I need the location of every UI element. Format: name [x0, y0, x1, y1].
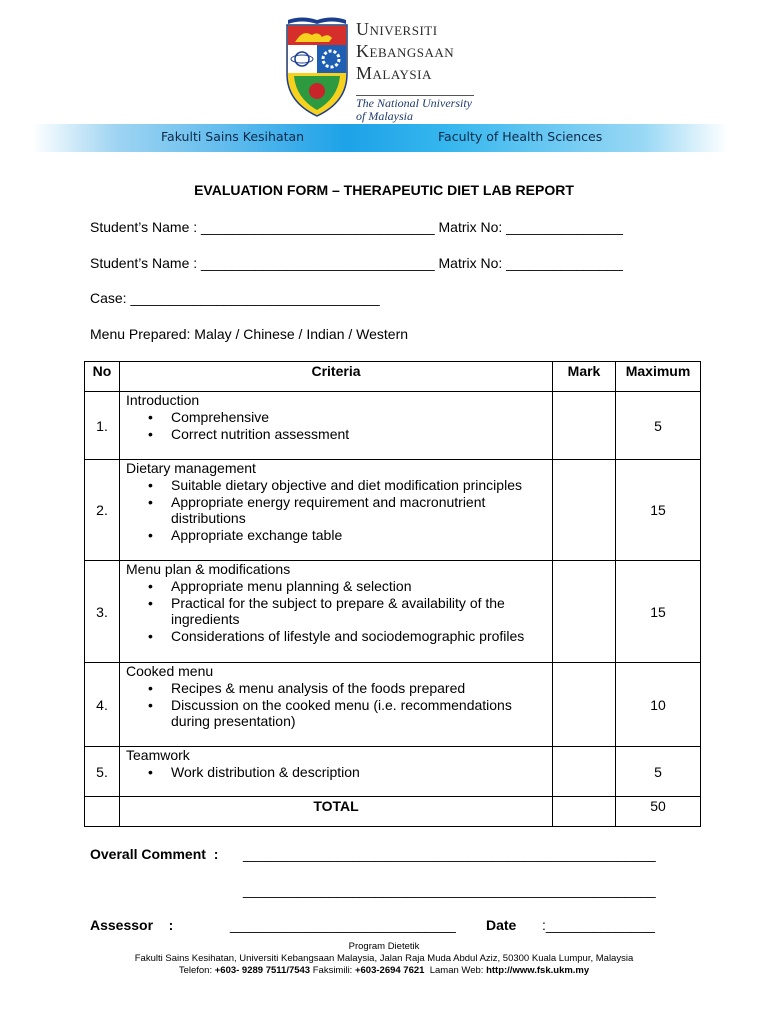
form-title: EVALUATION FORM – THERAPEUTIC DIET LAB REPORT — [194, 182, 574, 198]
criteria-bullet: • Work distribution & description — [171, 764, 548, 781]
university-logo — [284, 14, 484, 124]
maximum-cell: 15 — [616, 561, 701, 663]
row-number: 4. — [85, 663, 120, 747]
table-row — [85, 392, 701, 460]
table-row — [85, 663, 701, 747]
table-row — [85, 561, 701, 663]
footer-tel-value: +603- 9289 7511/7543 — [214, 965, 311, 976]
mark-cell[interactable] — [553, 663, 616, 747]
criteria-bullet: • Appropriate exchange table — [171, 527, 548, 544]
criteria-heading: Cooked menu — [126, 663, 214, 679]
criteria-bullet: • Considerations of lifestyle and sociodemographic profiles — [171, 628, 548, 645]
criteria-bullet: • Discussion on the cooked menu (i.e. recommendations during presentation) — [171, 697, 548, 730]
overall-comment-line-2[interactable]: _____________________________________________________ — [243, 882, 656, 898]
footer-fax-label: Faksimili: — [312, 965, 353, 976]
logo-line-kebangsaan: Kebangsaan — [356, 41, 455, 61]
row-number: 1. — [85, 392, 120, 460]
footer-program: Program Dietetik — [348, 941, 420, 952]
maximum-cell: 5 — [616, 392, 701, 460]
criteria-heading: Teamwork — [126, 747, 190, 763]
faculty-name-english: Faculty of Health Sciences — [438, 129, 603, 144]
criteria-cell — [120, 392, 553, 460]
assessor-label: Assessor : — [90, 917, 174, 933]
total-label: TOTAL — [120, 797, 553, 827]
criteria-bullet: • Correct nutrition assessment — [171, 426, 548, 443]
case-field: Case: ________________________________ — [90, 290, 380, 306]
logo-tagline-line1: The National University — [356, 96, 472, 110]
table-row — [85, 747, 701, 797]
footer-contact — [0, 965, 768, 977]
overall-comment-label: Overall Comment : — [90, 846, 219, 862]
logo-line-malaysia: Malaysia — [356, 63, 432, 83]
footer-web-label: Laman Web: — [429, 965, 484, 976]
logo-tagline — [356, 95, 474, 123]
header-no: No — [85, 362, 120, 392]
row-number: 5. — [85, 747, 120, 797]
maximum-cell: 15 — [616, 460, 701, 561]
mark-cell[interactable] — [553, 392, 616, 460]
assessor-line[interactable]: _____________________________ — [230, 917, 456, 933]
footer-web-link[interactable]: http://www.fsk.ukm.my — [486, 965, 590, 976]
criteria-cell — [120, 747, 553, 797]
footer-fax-value: +603-2694 7621 — [354, 965, 425, 976]
criteria-bullet: • Appropriate energy requirement and macronutrient distributions — [171, 494, 548, 527]
header-maximum: Maximum — [616, 362, 701, 392]
footer-tel-label: Telefon: — [178, 965, 213, 976]
table-header-row — [85, 362, 701, 392]
criteria-table — [84, 361, 701, 827]
footer-address: Fakulti Sains Kesihatan, Universiti Kebangsaan Malaysia, Jalan Raja Muda Abdul Aziz, 50300 Kuala Lumpur, Malaysia — [134, 953, 634, 964]
student-name-field-2: Student’s Name : ______________________________ Matrix No: _______________ — [90, 255, 623, 271]
criteria-heading: Menu plan & modifications — [126, 561, 291, 577]
date-label: Date — [486, 917, 517, 933]
logo-tagline-line2: of Malaysia — [356, 109, 413, 123]
mark-cell[interactable] — [553, 460, 616, 561]
total-mark-cell[interactable] — [553, 797, 616, 827]
row-number: 3. — [85, 561, 120, 663]
logo-line-universiti: Universiti — [356, 19, 438, 39]
date-line[interactable]: :______________ — [542, 917, 655, 933]
menu-prepared-field: Menu Prepared: Malay / Chinese / Indian / Western — [90, 326, 409, 342]
total-maximum: 50 — [616, 797, 701, 827]
overall-comment-line-1[interactable]: _____________________________________________________ — [243, 846, 656, 862]
criteria-cell — [120, 561, 553, 663]
total-row — [85, 797, 701, 827]
university-crest-icon — [284, 14, 350, 118]
maximum-cell: 5 — [616, 747, 701, 797]
mark-cell[interactable] — [553, 561, 616, 663]
faculty-name-malay: Fakulti Sains Kesihatan — [161, 129, 305, 144]
criteria-bullet: • Comprehensive — [171, 409, 548, 426]
criteria-bullet: • Suitable dietary objective and diet modification principles — [171, 477, 548, 494]
mark-cell[interactable] — [553, 747, 616, 797]
criteria-bullet: • Recipes & menu analysis of the foods prepared — [171, 680, 548, 697]
criteria-bullet: • Appropriate menu planning & selection — [171, 578, 548, 595]
student-name-field-1: Student’s Name : ______________________________ Matrix No: _______________ — [90, 219, 623, 235]
table-row — [85, 460, 701, 561]
row-number: 2. — [85, 460, 120, 561]
criteria-heading: Dietary management — [126, 460, 256, 476]
faculty-banner — [32, 124, 728, 152]
maximum-cell: 10 — [616, 663, 701, 747]
header-criteria: Criteria — [120, 362, 553, 392]
header-mark: Mark — [553, 362, 616, 392]
total-no-cell — [85, 797, 120, 827]
criteria-cell — [120, 460, 553, 561]
criteria-heading: Introduction — [126, 392, 200, 408]
criteria-cell — [120, 663, 553, 747]
criteria-bullet: • Practical for the subject to prepare & availability of the ingredients — [171, 595, 548, 628]
